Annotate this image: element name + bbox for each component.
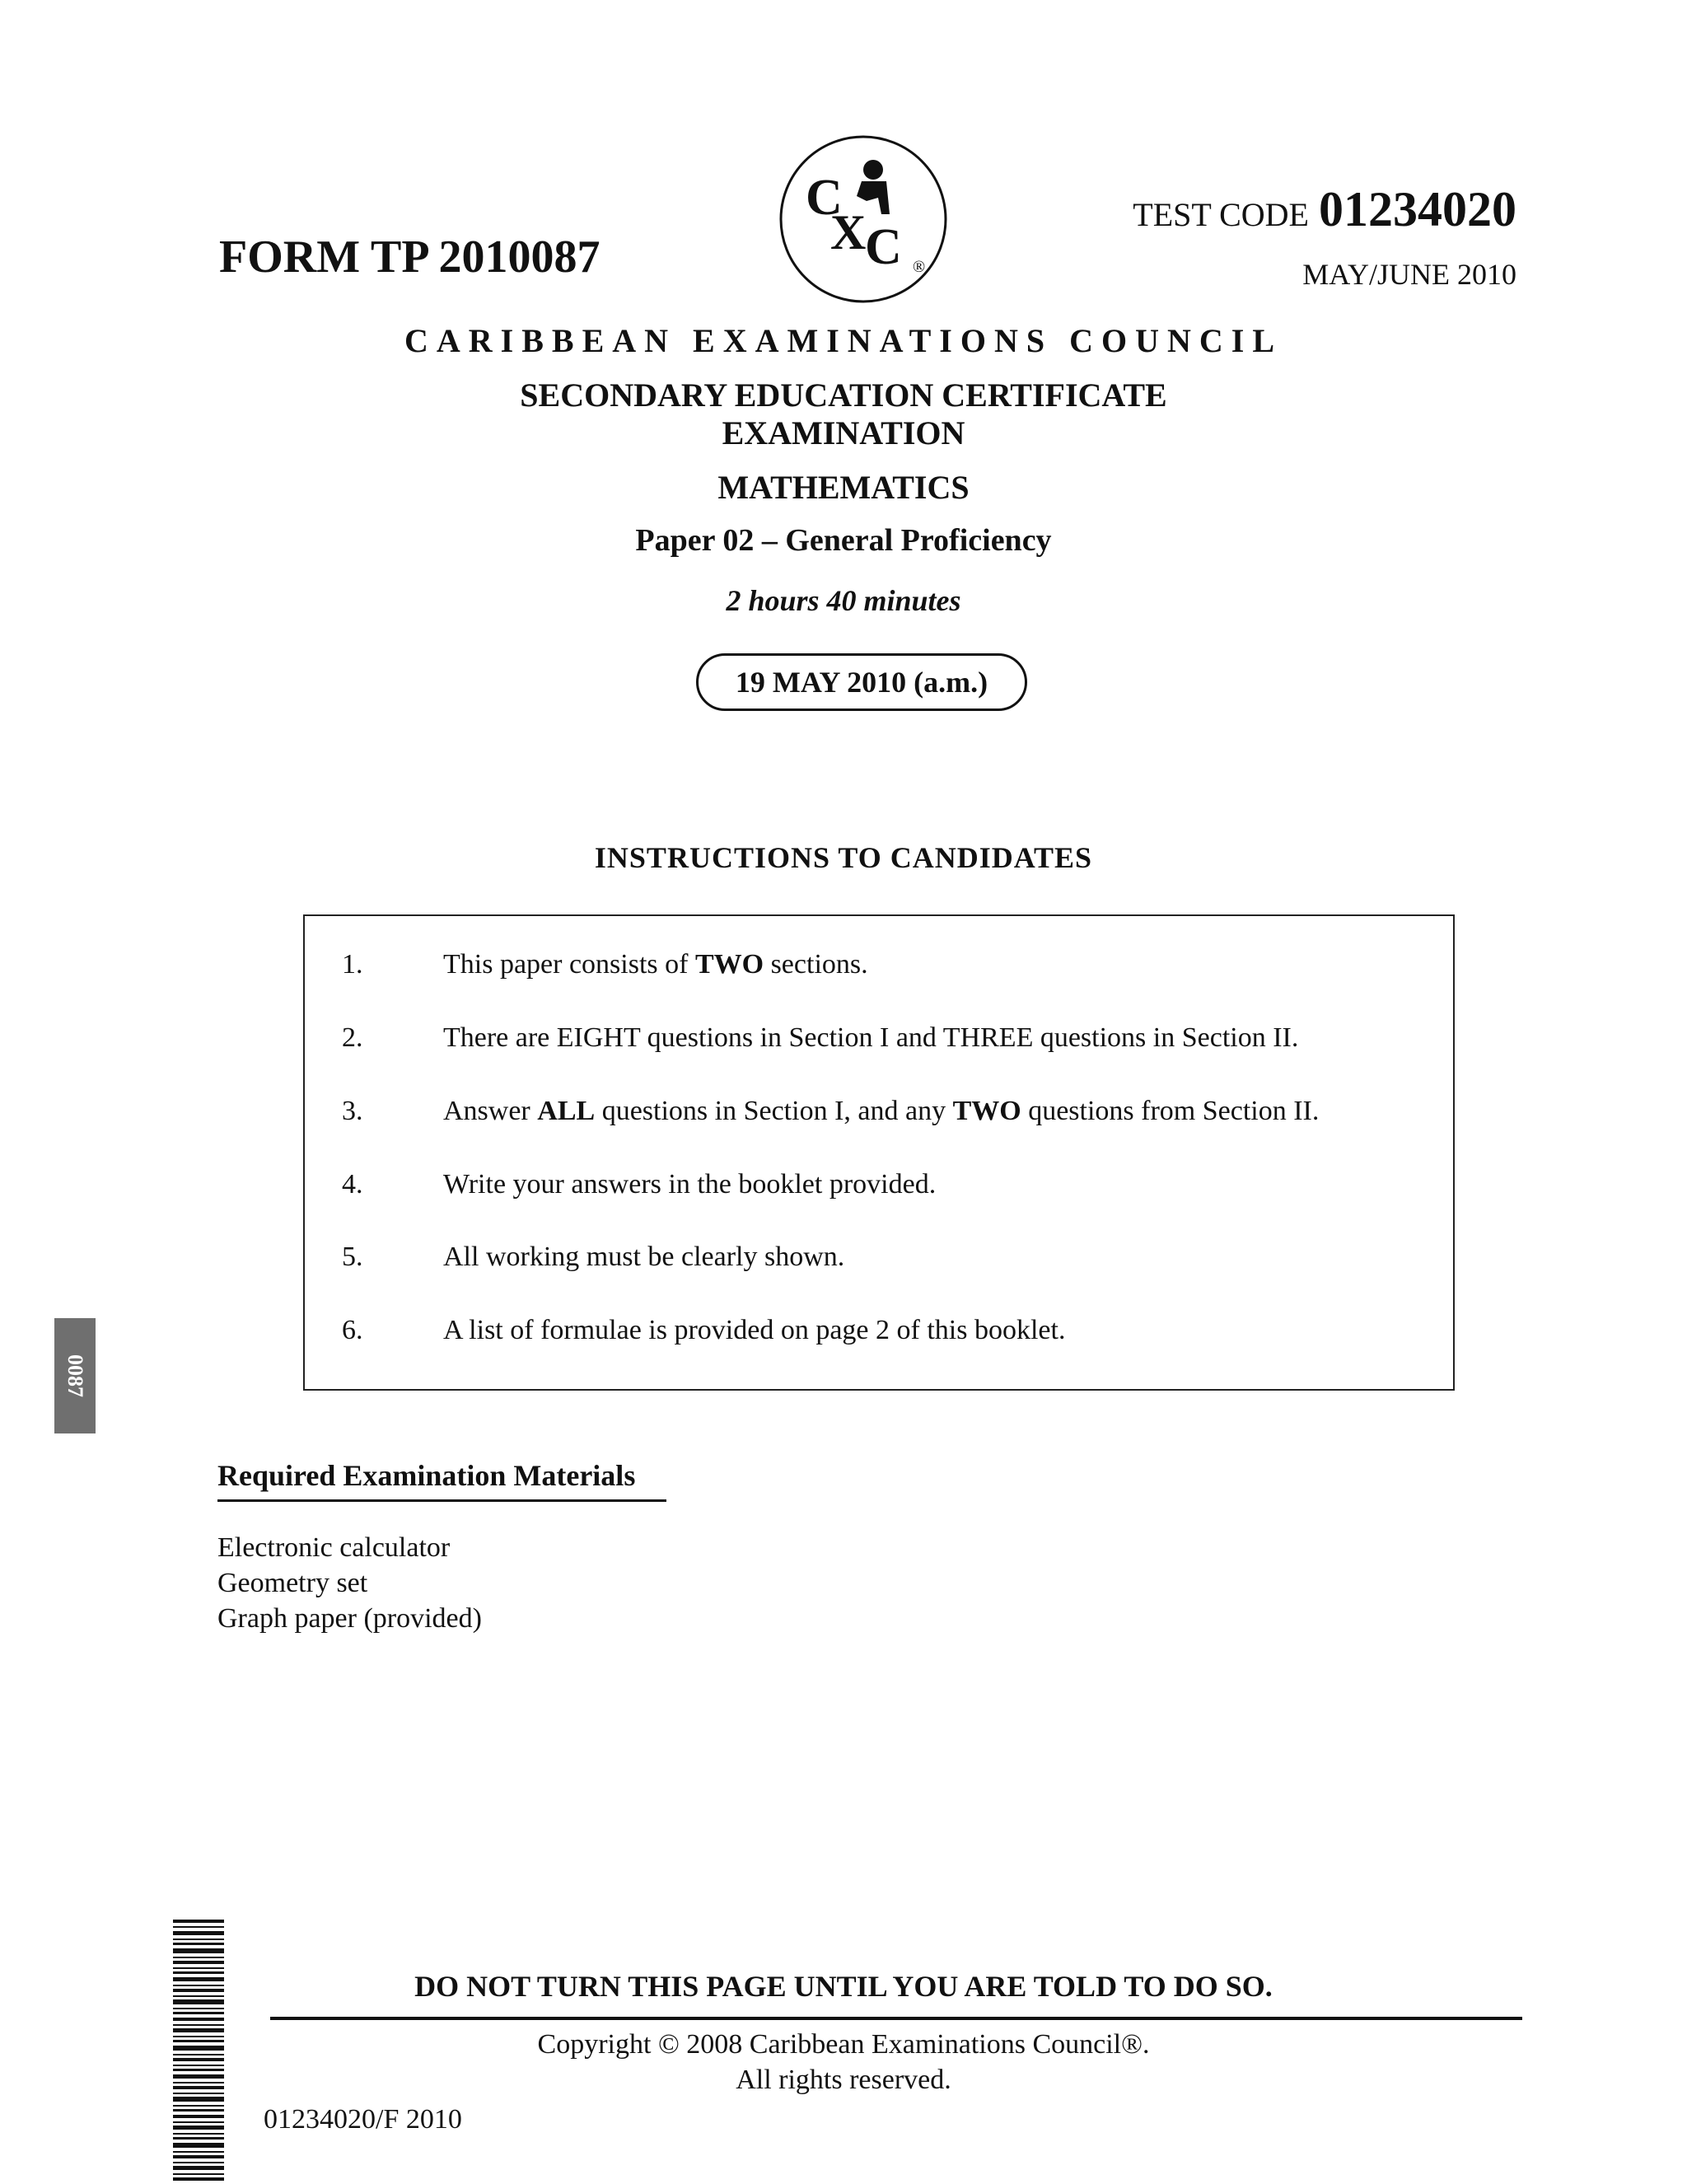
test-code <box>1133 181 1516 238</box>
materials-heading: Required Examination Materials <box>217 1458 666 1502</box>
rights-reserved: All rights reserved. <box>736 2065 951 2095</box>
paper-title: Paper 02 – General Proficiency <box>635 523 1052 558</box>
side-tag-text: 0087 <box>63 1354 87 1397</box>
form-code: FORM TP 2010087 <box>219 231 600 283</box>
instruction-number: 1. <box>342 949 363 980</box>
instruction-number: 5. <box>342 1242 363 1272</box>
subject-title: MATHEMATICS <box>717 469 970 506</box>
svg-text:C: C <box>806 170 843 226</box>
cxc-logo <box>758 132 969 306</box>
document-reference: 01234020/F 2010 <box>264 2104 462 2135</box>
svg-text:X: X <box>830 205 867 260</box>
svg-text:C: C <box>865 219 902 275</box>
instruction-number: 2. <box>342 1022 363 1053</box>
instruction-text: A list of formulae is provided on page 2 of this booklet. <box>443 1315 1066 1345</box>
certificate-title-line1: SECONDARY EDUCATION CERTIFICATE <box>520 376 1167 414</box>
instructions-heading: INSTRUCTIONS TO CANDIDATES <box>594 841 1093 874</box>
material-item: Graph paper (provided) <box>217 1603 482 1634</box>
exam-session: MAY/JUNE 2010 <box>1302 258 1516 291</box>
instructions-box <box>303 914 1455 1391</box>
side-tag <box>54 1318 96 1433</box>
certificate-title-line2: EXAMINATION <box>722 414 965 451</box>
test-code-number: 01234020 <box>1319 182 1516 236</box>
copyright-notice: Copyright © 2008 Caribbean Examinations Council®. <box>537 2029 1150 2060</box>
exam-date-badge: 19 MAY 2010 (a.m.) <box>696 653 1027 711</box>
instruction-number: 6. <box>342 1315 363 1345</box>
instruction-number: 4. <box>342 1169 363 1200</box>
do-not-turn-warning: DO NOT TURN THIS PAGE UNTIL YOU ARE TOLD TO DO SO. <box>414 1970 1273 2003</box>
footer-divider <box>270 2017 1522 2020</box>
instruction-text: There are EIGHT questions in Section I and THREE questions in Section II. <box>443 1022 1299 1053</box>
council-name: CARIBBEAN EXAMINATIONS COUNCIL <box>404 322 1283 359</box>
material-item: Electronic calculator <box>217 1532 451 1563</box>
instruction-text: Write your answers in the booklet provided. <box>443 1169 937 1200</box>
exam-duration: 2 hours 40 minutes <box>726 584 961 617</box>
instruction-text: Answer ALL questions in Section I, and any TWO questions from Section II. <box>443 1096 1320 1126</box>
instruction-number: 3. <box>342 1096 363 1126</box>
svg-text:®: ® <box>913 258 926 276</box>
test-code-label: TEST CODE <box>1133 196 1309 233</box>
instruction-text: This paper consists of TWO sections. <box>443 949 868 980</box>
instruction-text: All working must be clearly shown. <box>443 1242 845 1272</box>
material-item: Geometry set <box>217 1568 368 1598</box>
